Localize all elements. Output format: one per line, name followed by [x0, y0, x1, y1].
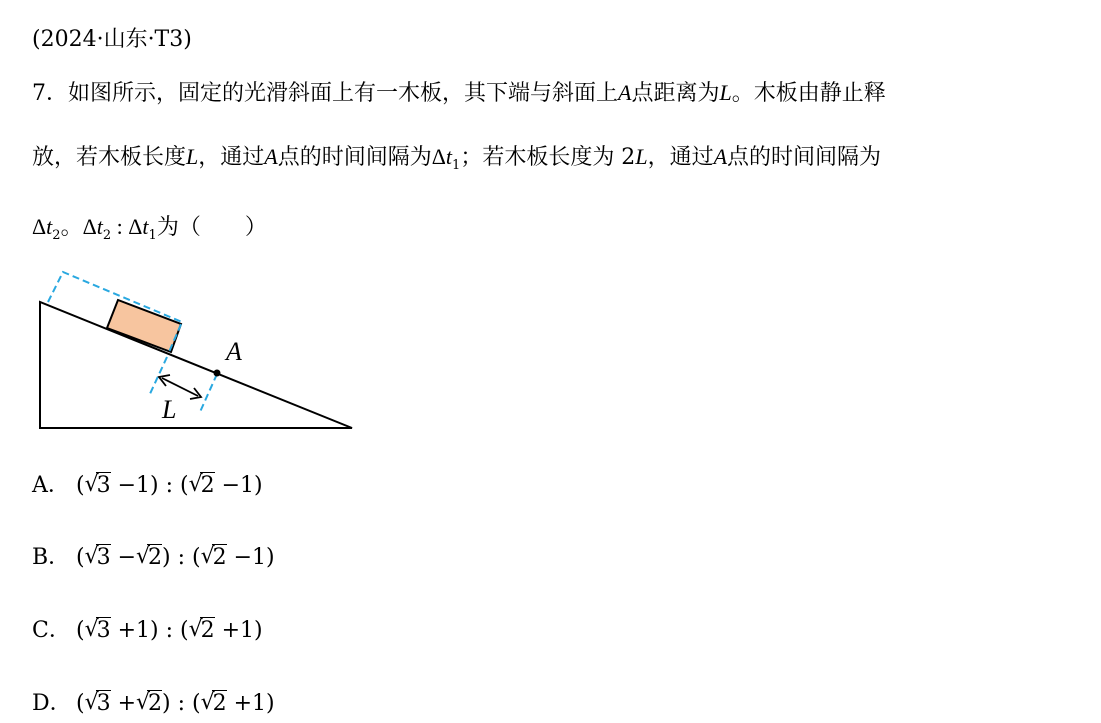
length-l-text: L — [162, 395, 177, 424]
sqrt-2: √ 2 — [136, 690, 163, 716]
sqrt-2: √ 2 — [200, 690, 227, 716]
incline-triangle — [40, 302, 352, 428]
sqrt-2: √ 2 — [200, 544, 227, 570]
incline-figure — [30, 262, 360, 434]
option-label: D． — [32, 691, 72, 716]
option-label: A． — [32, 473, 70, 498]
sqrt-3: √ 3 — [84, 472, 111, 498]
point-a-text: A — [226, 337, 242, 366]
sqrt-3: √ 3 — [84, 544, 111, 570]
source-tag: (2024·山东·T3) — [32, 27, 192, 52]
option-d[interactable]: D． ( √ 3 + √ 2) : ( √ 2 +1) — [32, 686, 275, 717]
option-label: C． — [32, 618, 71, 643]
sqrt-2: √ 2 — [188, 472, 215, 498]
question-line-2: 放，若木板长度L，通过A点的时间间隔为$\Delta t_1$；若木板长度为 2L，通过A点的时间间隔为 — [32, 144, 882, 173]
point-a-marker-line — [200, 374, 217, 412]
length-l-label: L — [719, 80, 732, 105]
sqrt-2: √ 2 — [136, 544, 163, 570]
option-b[interactable]: B． ( √ 3 − √ 2) : ( √ 2 −1) — [32, 540, 275, 571]
sqrt-3: √ 3 — [84, 690, 111, 716]
question-line-3: $\Delta t_2$。$\Delta t_2$ : $\Delta t_1$为（ ） — [32, 214, 267, 243]
option-a[interactable]: A． ( √ 3 −1) : ( √ 2 −1) — [32, 468, 263, 499]
question-number: 7． — [32, 81, 68, 106]
sqrt-3: √ 3 — [84, 617, 111, 643]
question-line-1: 7．如图所示，固定的光滑斜面上有一木板，其下端与斜面上A点距离为L。木板由静止释 — [32, 80, 886, 106]
option-c[interactable]: C． ( √ 3 +1) : ( √ 2 +1) — [32, 613, 263, 644]
point-a-dot — [214, 370, 221, 377]
sqrt-2: √ 2 — [188, 617, 215, 643]
option-label: B． — [32, 545, 71, 570]
point-a-label: A — [618, 80, 632, 105]
